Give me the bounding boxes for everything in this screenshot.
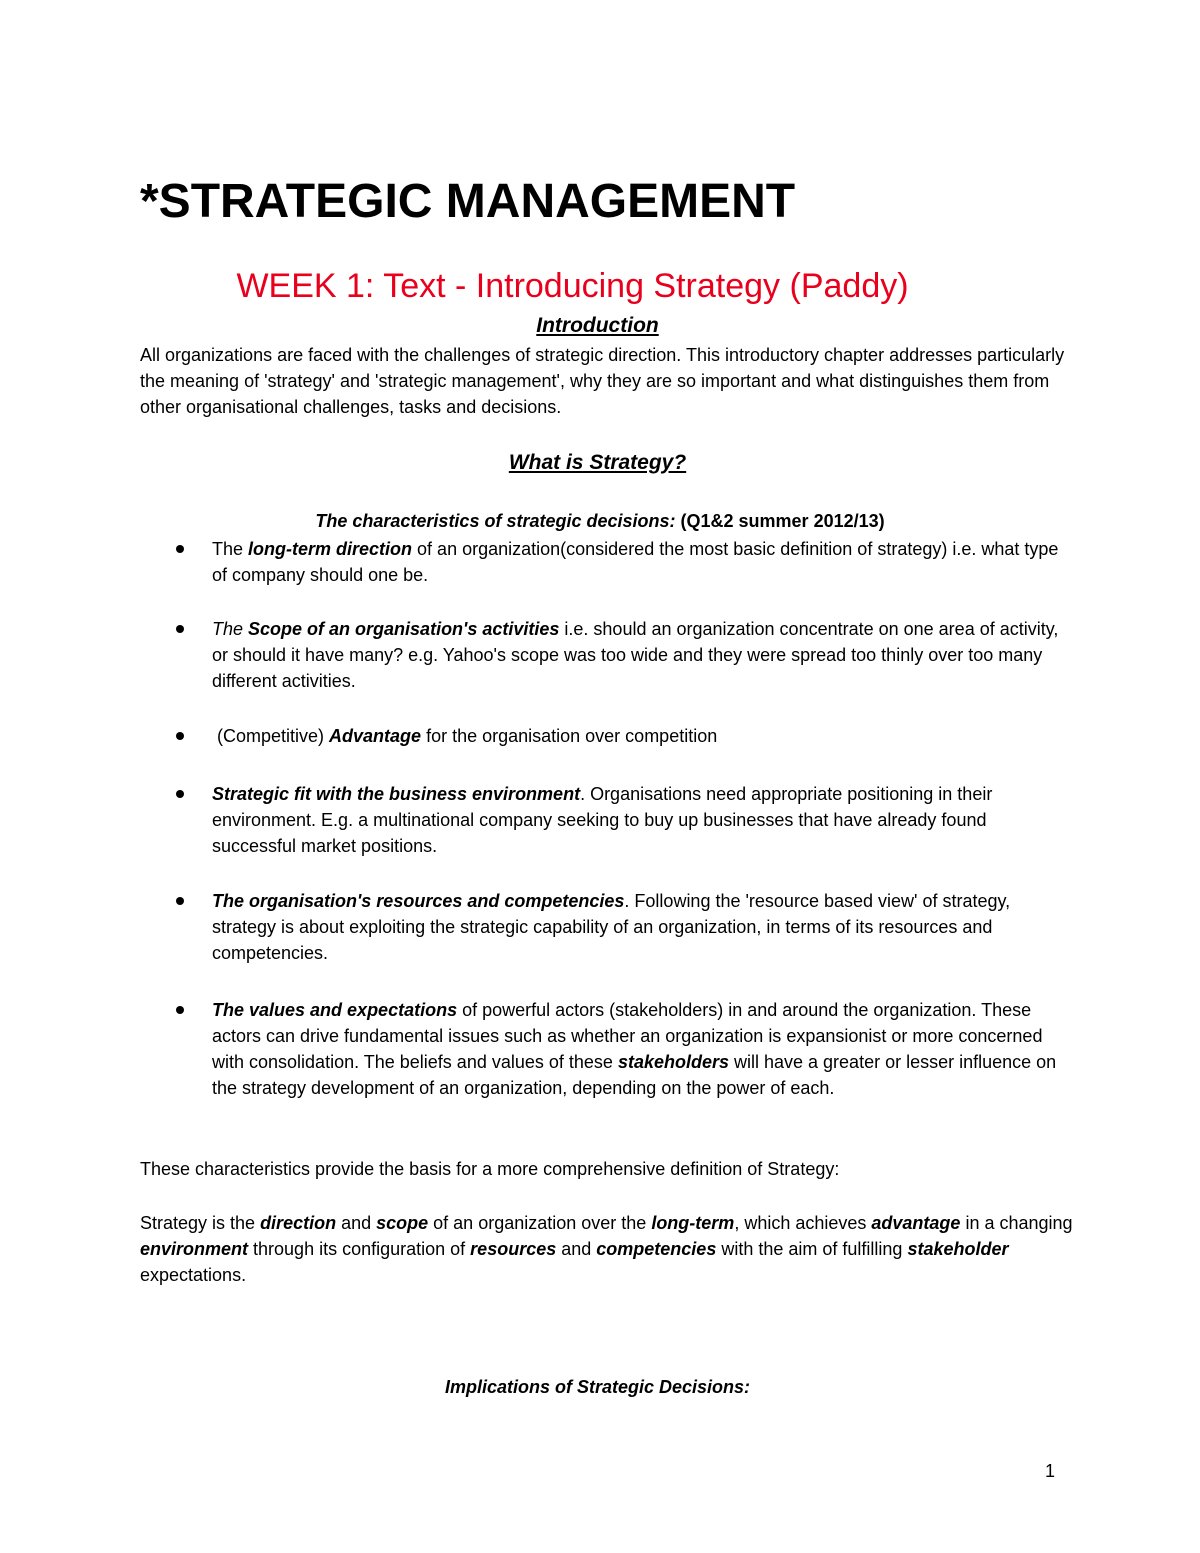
week-heading: WEEK 1: Text - Introducing Strategy (Paddy) [236,267,909,305]
bullet-keyword: long-term direction [248,539,413,559]
introduction-paragraph: All organizations are faced with the challenges of strategic direction. This introductory chapter addresses particularly the meaning of 'strategy' and 'strategic management', why they are so important and what distinguishes them from other organisational challenges, tasks and decisions. [140,345,1065,417]
implications-heading: Implications of Strategic Decisions: [444,1377,751,1397]
page-number: 1 [1044,1461,1055,1481]
definition-text: Strategy is the [140,1213,261,1233]
introduction-heading: Introduction [536,314,659,337]
bullet-text [212,616,1062,694]
definition-text: and [556,1239,597,1259]
bullet-text-plain: . Organisations need appropriate positioning in their environment. E.g. a multinational company seeking to buy up businesses that have already found successful market positions. [212,784,993,856]
definition-keyword: stakeholder [907,1239,1009,1259]
characteristics-heading-note: (Q1&2 summer 2012/13) [675,511,885,531]
bullet-text-italic: The [212,619,249,639]
bullet-icon [176,625,184,633]
bullet-keyword: Strategic fit with the business environment [212,784,581,804]
definition-keyword: direction [260,1213,337,1233]
bullet-icon [176,545,184,553]
bullet-text [212,781,1062,859]
definition-text: with the aim of fulfilling [716,1239,908,1259]
bullet-keyword: The organisation's resources and competencies [212,891,625,911]
definition-keyword: long-term [651,1213,735,1233]
bullet-icon [176,732,184,740]
characteristics-heading-italic: The characteristics of strategic decisions: [315,511,676,531]
bullet-text-plain: . Following the 'resource based view' of strategy, strategy is about exploiting the strategic capability of an organization, in terms of its resources and competencies. [212,891,1011,963]
characteristics-heading [0,508,1200,534]
definition-text: in a changing [960,1213,1073,1233]
definition-text: of an organization over the [428,1213,652,1233]
bullet-text [212,723,1062,749]
document-title: *STRATEGIC MANAGEMENT [140,175,796,228]
bullet-text [212,888,1062,966]
bullet-icon [176,790,184,798]
definition-text: expectations. [140,1265,247,1285]
bullet-text-plain: will have a greater or lesser influence on the strategy development of an organization, depending on the power of each. [212,1052,1057,1098]
definition-keyword: advantage [871,1213,961,1233]
basis-paragraph: These characteristics provide the basis for a more comprehensive definition of Strategy: [140,1159,840,1179]
bullet-text [212,536,1062,588]
bullet-text-plain: The [212,539,249,559]
definition-keyword: environment [140,1239,249,1259]
bullet-keyword: stakeholders [617,1052,729,1072]
definition-keyword: scope [376,1213,429,1233]
bullet-text-plain: of an organization(considered the most basic definition of strategy) i.e. what type of company should one be. [212,539,1059,585]
bullet-text-plain: of powerful actors (stakeholders) in and around the organization. These actors can drive fundamental issues such as whether an organization is expansionist or more concerned with consolidation. The beliefs and values of these [212,1000,1043,1072]
bullet-icon [176,1006,184,1014]
bullet-keyword: Advantage [329,726,422,746]
bullet-text [212,997,1062,1101]
definition-text: , which achieves [734,1213,872,1233]
what-is-strategy-heading: What is Strategy? [508,451,687,474]
strategy-definition-paragraph [140,1210,1090,1288]
definition-keyword: resources [470,1239,557,1259]
bullet-keyword: Scope of an organisation's activities [248,619,560,639]
bullet-icon [176,897,184,905]
bullet-keyword: The values and expectations [212,1000,458,1020]
bullet-text-plain: for the organisation over competition [421,726,718,746]
definition-text: and [336,1213,377,1233]
definition-text: through its configuration of [248,1239,471,1259]
bullet-text-plain: i.e. should an organization concentrate on one area of activity, or should it have many? e.g. Yahoo's scope was too wide and they were spread too thinly over too many different activities. [212,619,1059,691]
definition-keyword: competencies [596,1239,717,1259]
bullet-text-plain: (Competitive) [212,726,330,746]
